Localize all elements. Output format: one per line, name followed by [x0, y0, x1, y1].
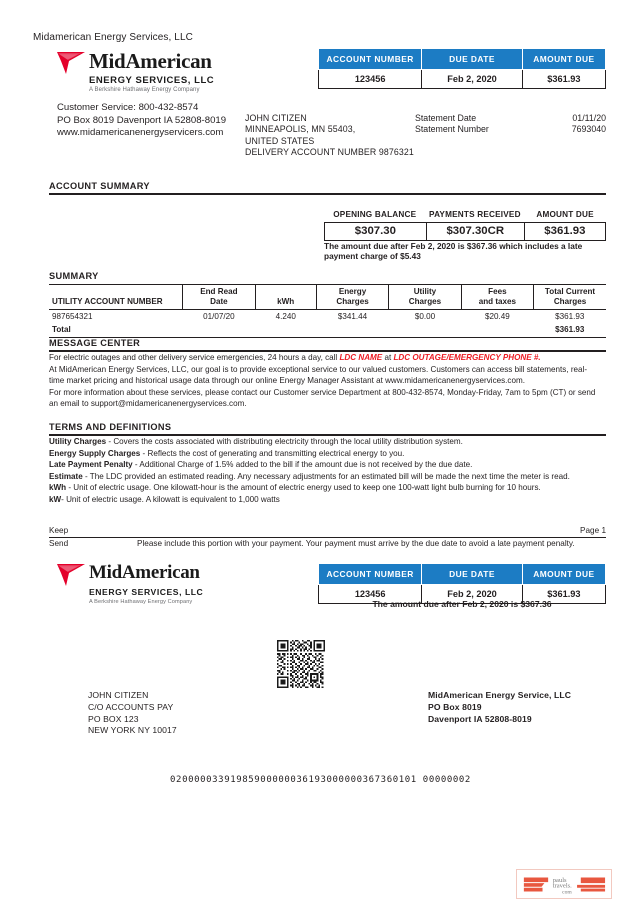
logo-word-american: American — [125, 49, 212, 73]
term-text-kw: - Unit of electric usage. A kilowatt is equivalent to 1,000 watts — [61, 494, 280, 504]
customer-service-phone: Customer Service: 800-432-8574 — [57, 102, 199, 113]
value-due-date: Feb 2, 2020 — [422, 70, 522, 89]
usage-header-energy-charges: Energy Charges — [316, 285, 388, 310]
term-label-utility-charges: Utility Charges — [49, 437, 107, 446]
value-account-number: 123456 — [319, 70, 422, 89]
total-spacer-3 — [316, 323, 388, 338]
term-item — [49, 436, 602, 448]
label-amount-due: AMOUNT DUE — [536, 210, 594, 219]
header-due-date: DUE DATE — [422, 49, 522, 70]
cell-utility-charges: $0.00 — [414, 312, 436, 322]
table-row — [319, 70, 606, 89]
term-item — [49, 494, 602, 506]
usage-header-fees-and-taxes: Fees and taxes — [461, 285, 533, 310]
term-text-late-payment-penalty: - Additional Charge of 1.5% added to the bill if the amount due is not received by the due date. — [132, 460, 473, 470]
usage-header-total-current-charges: Total Current Charges — [534, 285, 606, 310]
total-label: Total — [49, 323, 183, 338]
term-label-late-payment-penalty: Late Payment Penalty — [49, 460, 133, 470]
usage-header-kwh: kWh — [255, 285, 316, 310]
term-label-energy-supply-charges: Energy Supply Charges — [49, 448, 141, 458]
account-summary-labels — [324, 210, 606, 219]
value-amount-due: $361.93 — [524, 223, 605, 240]
recipient-delivery-account: DELIVERY ACCOUNT NUMBER 9876321 — [245, 147, 414, 158]
svg-text:pauls: pauls — [552, 877, 567, 885]
value-payments-received: $307.30CR — [426, 223, 524, 240]
statement-meta-values — [556, 113, 606, 136]
term-label-kw: kW — [49, 494, 62, 504]
value-account-number: 123456 — [319, 585, 422, 604]
midamerican-swoosh-icon — [57, 52, 87, 74]
header-account-number: ACCOUNT NUMBER — [319, 564, 422, 585]
total-spacer-1 — [183, 323, 255, 338]
term-text-utility-charges: - Covers the costs associated with distributing electricity through the local utility distribution system. — [106, 437, 463, 446]
term-text-kwh: - Unit of electric usage. One kilowatt-hour is the amount of electric energy used to keep one 100-watt light bulb burning for 10 hours. — [66, 483, 541, 493]
usage-header-utility-charges: Utility Charges — [389, 285, 461, 310]
svg-text:travels.: travels. — [552, 882, 572, 890]
payee-name: MidAmerican Energy Service, LLC — [428, 690, 572, 700]
value-amount-due: $361.93 — [522, 70, 605, 89]
send-label: Send — [49, 539, 69, 548]
placeholder-ldc-phone: LDC OUTAGE/EMERGENCY PHONE #. — [393, 353, 541, 362]
usage-summary-table — [49, 284, 606, 338]
usage-header-row — [49, 285, 606, 310]
logo-tagline: A Berkshire Hathaway Energy Company — [89, 599, 193, 605]
remittance-company-logo — [57, 562, 247, 607]
message-center-body — [49, 352, 602, 410]
cell-kwh: 4.240 — [275, 312, 296, 322]
section-heading-message-center: MESSAGE CENTER — [49, 338, 606, 352]
payer-name: JOHN CITIZEN — [88, 690, 149, 700]
total-spacer-5 — [461, 323, 533, 338]
usage-header-end-read-date: End Read Date — [183, 285, 255, 310]
payee-po-box: PO Box 8019 — [428, 701, 482, 712]
table-row — [49, 310, 606, 324]
total-spacer-2 — [255, 323, 316, 338]
term-item — [49, 471, 602, 483]
payee-city-state-zip: Davenport IA 52808-8019 — [428, 713, 532, 724]
recipient-city-state: MINNEAPOLIS, MN 55403, — [245, 124, 356, 135]
account-summary-header-table — [318, 48, 606, 89]
send-row — [49, 539, 606, 548]
header-due-date: DUE DATE — [422, 564, 522, 585]
term-item — [49, 459, 602, 471]
logo-subtitle: ENERGY SERVICES, LLC — [89, 587, 204, 597]
keep-label: Keep — [49, 526, 69, 535]
send-instructions: Please include this portion with your payment. Your payment must arrive by the due date to avoid a late payment penalty. — [137, 539, 575, 548]
message-outage-mid: at — [382, 353, 394, 362]
late-payment-note: The amount due after Feb 2, 2020 is $367.36 which includes a late payment charge of $5.43 — [324, 241, 583, 262]
keep-row — [49, 526, 606, 538]
section-heading-terms: TERMS AND DEFINITIONS — [49, 422, 606, 436]
usage-header-utility-account-number: UTILITY ACCOUNT NUMBER — [49, 285, 183, 310]
header-amount-due: AMOUNT DUE — [522, 564, 605, 585]
total-value: $361.93 — [534, 323, 606, 338]
term-text-energy-supply-charges: - Reflects the cost of generating and transmitting electrical energy to you. — [140, 448, 405, 458]
qr-code — [277, 640, 325, 688]
value-opening-balance: $307.30 — [354, 225, 396, 237]
payer-city-state-zip: NEW YORK NY 10017 — [88, 725, 177, 736]
account-summary-values — [324, 222, 606, 241]
value-due-date: Feb 2, 2020 — [422, 585, 522, 604]
table-header-row — [319, 49, 606, 70]
payee-address-block — [428, 690, 571, 725]
table-total-row — [49, 323, 606, 338]
customer-service-block — [57, 102, 226, 140]
payer-address-block — [88, 690, 177, 737]
section-heading-account-summary: ACCOUNT SUMMARY — [49, 181, 606, 195]
remittance-summary-table — [318, 563, 606, 604]
statement-date-label: Statement Date — [415, 113, 477, 123]
message-line-outages — [49, 352, 602, 363]
statement-number-label: Statement Number — [415, 124, 489, 135]
term-text-estimate: - The LDC provided an estimated reading. Any necessary adjustments for an estimated bill will be made the next time the meter is read. — [82, 471, 570, 481]
logo-wordmark — [89, 562, 200, 584]
company-logo — [57, 50, 247, 95]
logo-subtitle: ENERGY SERVICES, LLC — [89, 75, 215, 86]
cell-end-read-date: 01/07/20 — [203, 312, 235, 322]
logo-word-mid: Mid — [89, 49, 126, 73]
logo-word-american: American — [121, 562, 200, 583]
remittance-late-note: The amount due after Feb 2, 2020 is $367.36 — [372, 599, 552, 609]
terms-definitions-body — [49, 436, 602, 506]
message-line-contact: For more information about these services, please contact our Customer service Department at 800-432-8574, Monday-Friday, 7am to 5pm (CT) or send an email to support@midamericanenergyservices.com. — [49, 388, 596, 409]
statement-number-value: 7693040 — [571, 124, 606, 135]
recipient-address-block — [245, 113, 414, 159]
value-amount-due: $361.93 — [522, 585, 605, 604]
logo-wordmark — [89, 50, 212, 72]
label-payments-received: PAYMENTS RECEIVED — [429, 210, 521, 219]
logo-word-mid: Mid — [89, 562, 122, 583]
pauls-travels-watermark — [516, 869, 612, 899]
term-item — [49, 448, 602, 460]
page-number: Page 1 — [580, 526, 606, 535]
statement-date-value: 01/11/20 — [572, 113, 606, 123]
statement-meta-labels — [415, 113, 489, 136]
term-item — [49, 482, 602, 494]
payer-po-box: PO BOX 123 — [88, 713, 139, 724]
label-opening-balance: OPENING BALANCE — [333, 210, 417, 219]
message-line-goal: At MidAmerican Energy Services, LLC, our goal is to provide exceptional service to our valued customers. Customers can access bill statements, real-time market pricing and historical usage data through our online Energy Manager Assistant at www.midamericanenergyservices.com. — [49, 365, 588, 386]
recipient-name: JOHN CITIZEN — [245, 113, 307, 123]
customer-service-address: PO Box 8019 Davenport IA 52808-8019 — [57, 114, 227, 126]
cell-energy-charges: $341.44 — [337, 312, 368, 322]
total-spacer-4 — [389, 323, 461, 338]
midamerican-swoosh-icon — [57, 564, 87, 586]
term-label-estimate: Estimate — [49, 471, 83, 481]
cell-total-current-charges: $361.93 — [555, 312, 585, 322]
table-header-row — [319, 564, 606, 585]
placeholder-ldc-name: LDC NAME — [339, 353, 383, 362]
header-account-number: ACCOUNT NUMBER — [319, 49, 422, 70]
company-name-line: Midamerican Energy Services, LLC — [33, 32, 193, 43]
payer-care-of: C/O ACCOUNTS PAY — [88, 701, 174, 712]
message-outage-prefix: For electric outages and other delivery service emergencies, 24 hours a day, call — [49, 353, 340, 362]
header-amount-due: AMOUNT DUE — [522, 49, 605, 70]
recipient-country: UNITED STATES — [245, 135, 315, 146]
ocr-scanline: 02000003391985900000036193000000367360101 00000002 — [170, 775, 471, 785]
cell-fees-and-taxes: $20.49 — [484, 312, 510, 322]
logo-tagline: A Berkshire Hathaway Energy Company — [89, 87, 200, 93]
customer-service-website: www.midamericanenergyservicers.com — [57, 127, 224, 139]
term-label-kwh: kWh — [49, 483, 67, 493]
svg-text:com: com — [562, 889, 572, 896]
cell-utility-account-number: 987654321 — [52, 312, 93, 322]
section-heading-summary: SUMMARY — [49, 271, 99, 281]
